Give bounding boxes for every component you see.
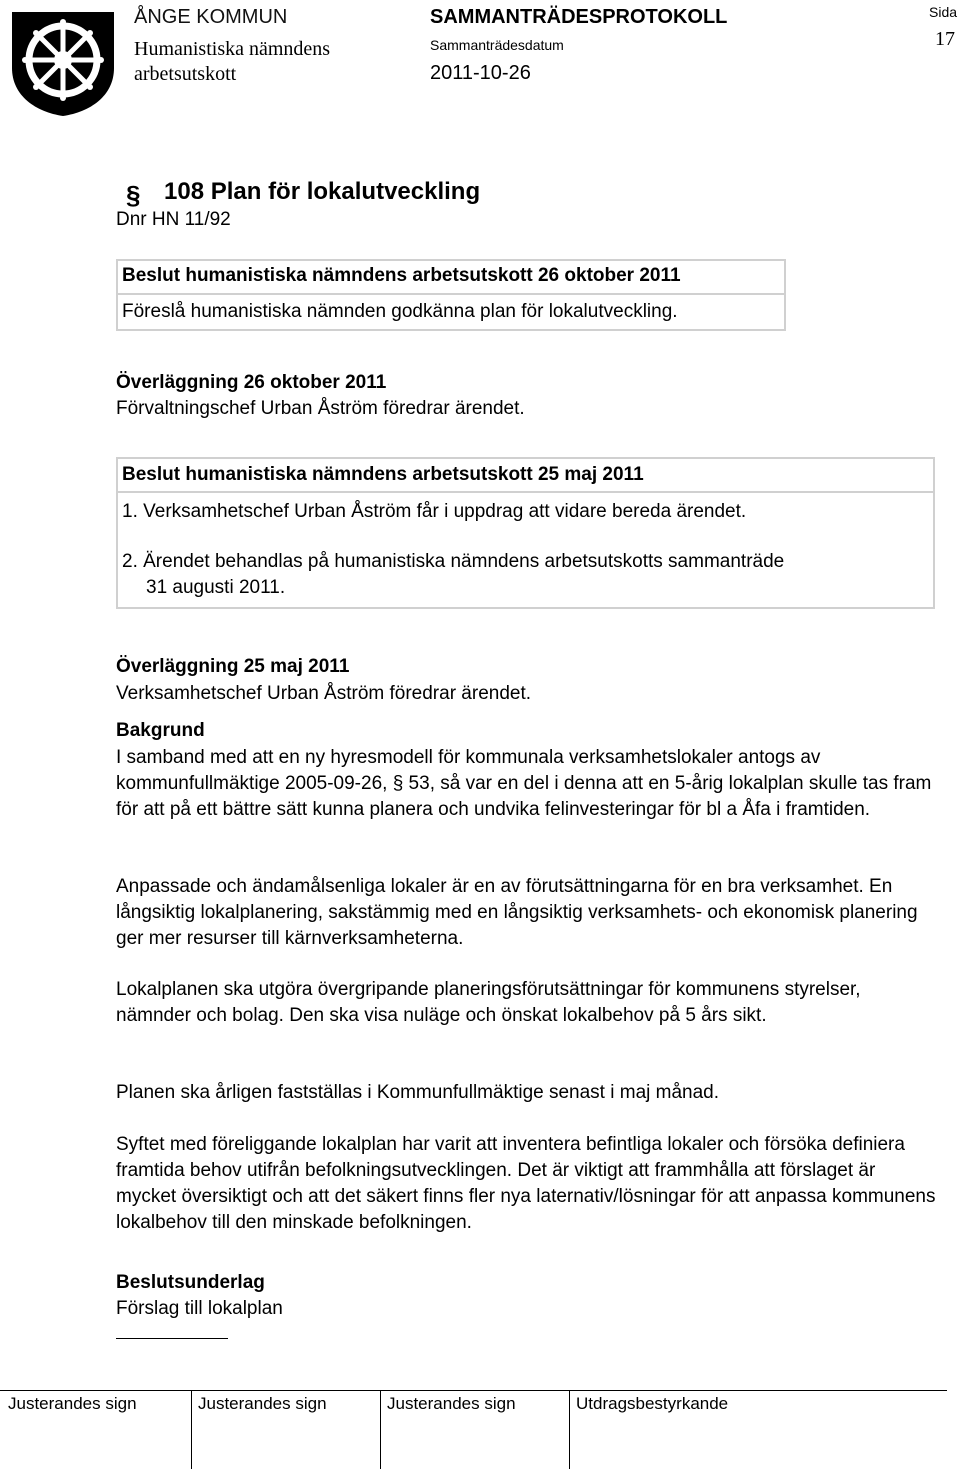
decision-1-text: Föreslå humanistiska nämnden godkänna plan för lokalutveckling. xyxy=(122,301,678,322)
section-title: 108 Plan för lokalutveckling xyxy=(164,178,481,205)
background-paragraph-2: Anpassade och ändamålsenliga lokaler är en av förutsättningarna för en bra verksamhet. En långsiktig lokalplanering, sakstämmig med en långsiktig verksamhets- och ekonomisk planering ger mer resurser till kärnverksamheterna. xyxy=(116,876,918,949)
decision-1-heading: Beslut humanistiska nämndens arbetsutskott 26 oktober 2011 xyxy=(122,265,681,286)
paragraph-sign: § xyxy=(126,180,141,210)
footer-rule xyxy=(0,1390,947,1391)
footer-signature-3: Justerandes sign xyxy=(387,1394,516,1413)
deliberation-2-heading: Överläggning 25 maj 2011 xyxy=(116,656,350,677)
separator-line xyxy=(116,1338,228,1339)
ange-kommun-logo-icon xyxy=(8,8,118,118)
department-name-line1: Humanistiska nämndens xyxy=(134,38,331,60)
decision-box-1-divider xyxy=(118,293,784,295)
deliberation-2-text: Verksamhetschef Urban Åström föredrar ärendet. xyxy=(116,683,532,704)
decision-2-item-1: 1. Verksamhetschef Urban Åström får i uppdrag att vidare bereda ärendet. xyxy=(122,501,747,522)
deliberation-1-heading: Överläggning 26 oktober 2011 xyxy=(116,372,387,393)
background-p1-text-a: I samband med att en ny hyresmodell för kommunala verksamhetslokaler antogs av kommunfullmäktige 2005-09-26, xyxy=(116,747,821,794)
footer-signature-2: Justerandes sign xyxy=(198,1394,327,1413)
footer-separator xyxy=(380,1390,381,1469)
meeting-date-label: Sammanträdesdatum xyxy=(430,37,564,53)
footer-separator xyxy=(191,1390,192,1469)
decision-2-item-2-line-2: 31 augusti 2011. xyxy=(146,577,286,598)
background-paragraph-1 xyxy=(116,745,936,823)
diary-number: Dnr HN 11/92 xyxy=(116,209,231,230)
document-type: SAMMANTRÄDESPROTOKOLL xyxy=(430,6,728,28)
decision-basis-text: Förslag till lokalplan xyxy=(116,1298,283,1319)
page-label: Sida xyxy=(929,4,958,20)
footer-signature-1: Justerandes sign xyxy=(8,1394,137,1413)
background-heading: Bakgrund xyxy=(116,720,205,741)
organisation-name: ÅNGE KOMMUN xyxy=(134,6,288,28)
footer-separator xyxy=(569,1390,570,1469)
background-paragraph-5: Syftet med föreliggande lokalplan har varit att inventera befintliga lokaler och försöka definiera framtida behov utifrån befolkningsutvecklingen. Det är viktigt att frammhålla att förslaget är mycket översiktigt och att det säkert finns fler nya laternativ/lösningar för att anpassa kommunens lokalbehov till den minskade befolkningen. xyxy=(116,1134,936,1233)
decision-2-heading: Beslut humanistiska nämndens arbetsutskott 25 maj 2011 xyxy=(122,464,644,485)
decision-2-item-2-line-1: 2. Ärendet behandlas på humanistiska nämndens arbetsutskotts sammanträde xyxy=(122,551,785,572)
page-number: 17 xyxy=(935,28,955,50)
meeting-date: 2011-10-26 xyxy=(430,62,531,84)
paragraph-sign-inline: § xyxy=(392,773,404,794)
background-p1-text-b: 53, så var en del i denna att en 5-årig lokalplan skulle tas fram för att på ett bättre sätt kunna planera och undvika felinvesteringar för bl a Åfa i framtiden. xyxy=(116,773,932,820)
decision-basis-heading: Beslutsunderlag xyxy=(116,1272,265,1293)
decision-box-2-divider xyxy=(118,491,933,493)
deliberation-1-text: Förvaltningschef Urban Åström föredrar ärendet. xyxy=(116,398,525,419)
background-paragraph-3: Lokalplanen ska utgöra övergripande planeringsförutsättningar för kommunens styrelser, nämnder och bolag. Den ska visa nuläge och önskat lokalbehov på 5 års sikt. xyxy=(116,979,861,1026)
background-paragraph-4: Planen ska årligen fastställas i Kommunfullmäktige senast i maj månad. xyxy=(116,1082,720,1103)
footer-certification: Utdragsbestyrkande xyxy=(576,1394,729,1413)
department-name-line2: arbetsutskott xyxy=(134,63,237,85)
